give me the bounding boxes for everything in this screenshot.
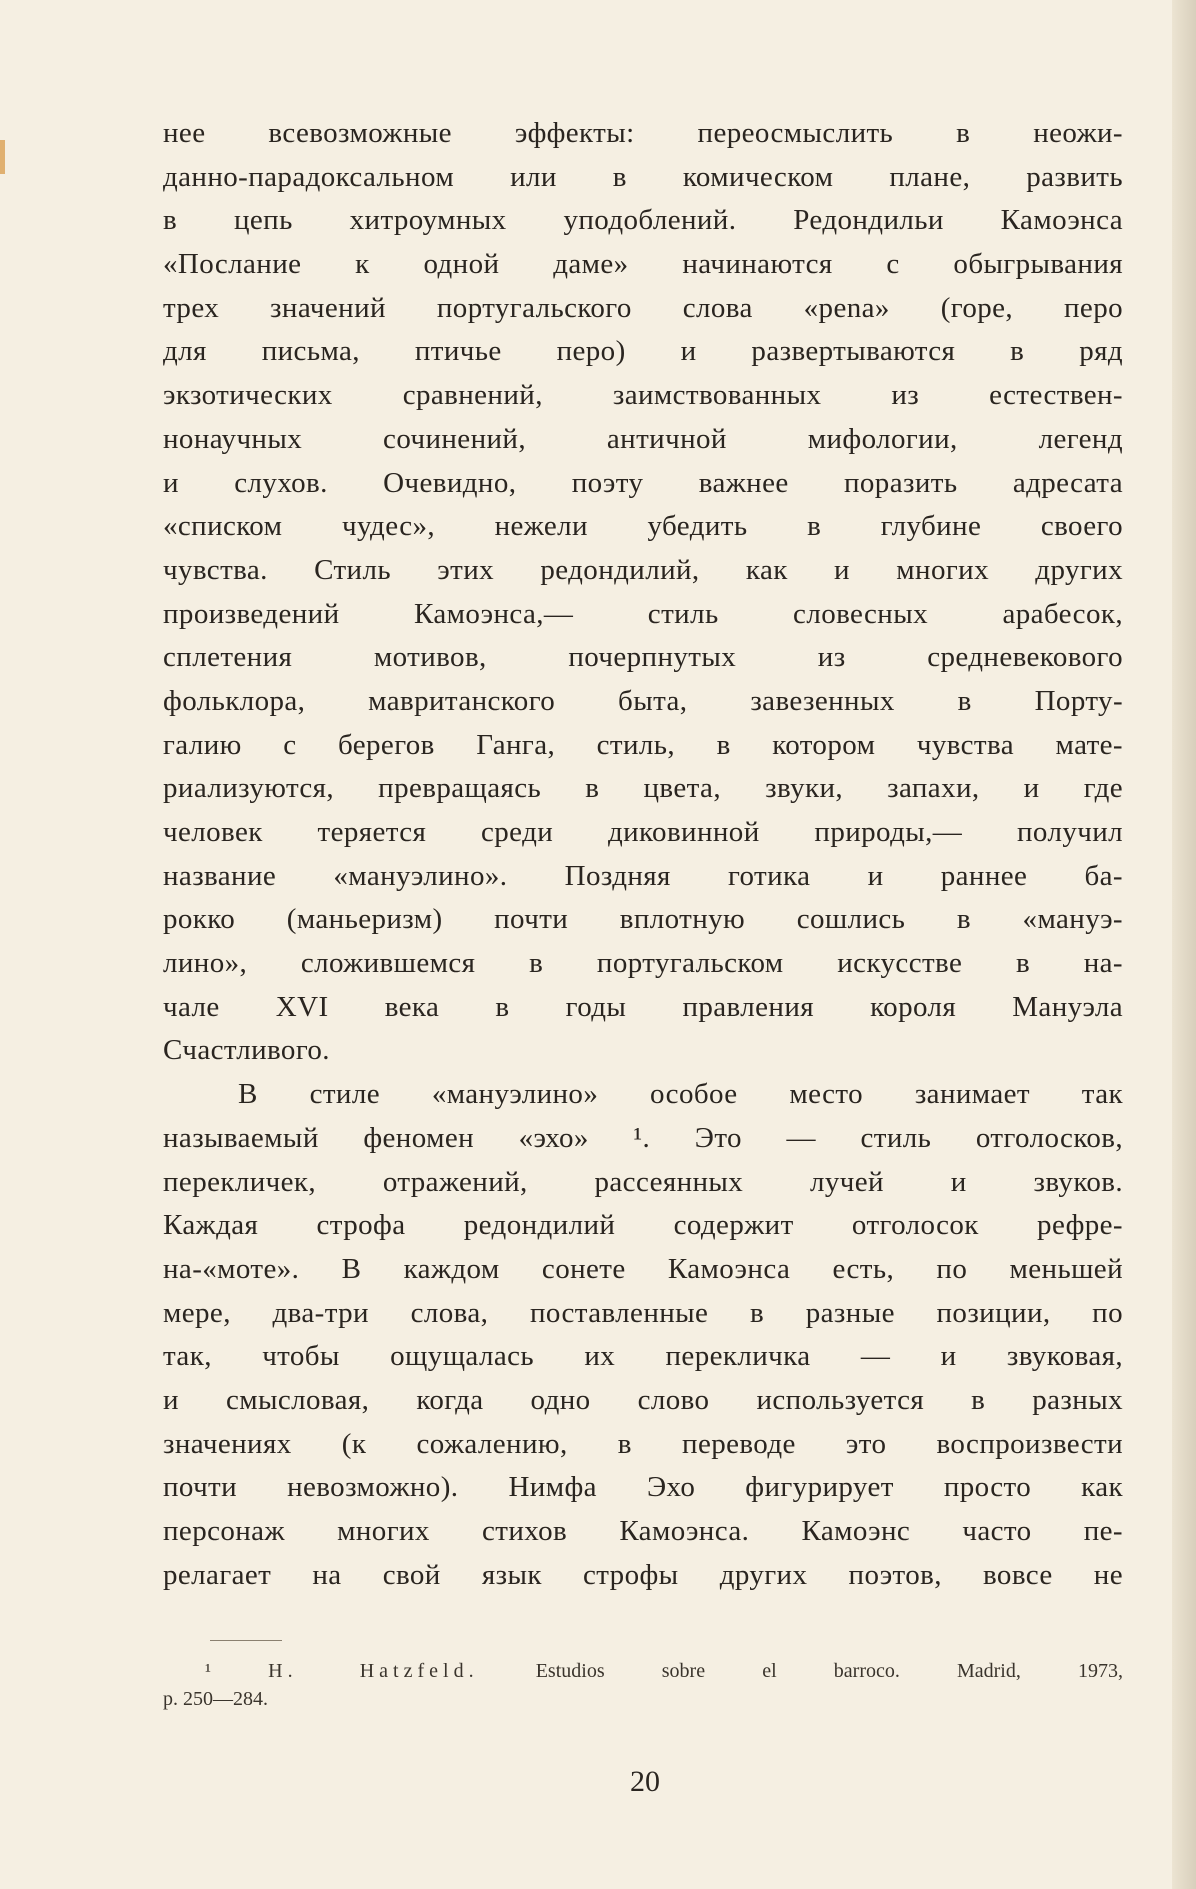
text-line: галию с берегов Ганга, стиль, в котором чувства мате- [163,728,1123,761]
text-line: «Послание к одной даме» начинаются с обыгрывания [163,248,1123,281]
text-line: Каждая строфа редондилий содержит отголосок рефре- [163,1209,1123,1242]
footnote-citation: Estudios sobre el barroco. Madrid, 1973, [535,1660,1124,1682]
text-line: чувства. Стиль этих редондилий, как и многих других [163,553,1123,586]
text-line: сплетения мотивов, почерпнутых из средневекового [163,641,1123,674]
text-line: в цепь хитроумных уподоблений. Редондильи Камоэнса [163,204,1123,237]
text-line: трех значений португальского слова «pena» (горе, перо [163,291,1123,324]
paragraph-end-line: Счастливого. [163,1034,330,1067]
text-line: фольклора, мавританского быта, завезенных в Порту- [163,684,1123,717]
page-spine-shadow [1172,0,1196,1889]
text-line: персонаж многих стихов Камоэнса. Камоэнс часто пе- [163,1515,1123,1547]
text-line: нонаучных сочинений, античной мифологии, легенд [163,422,1123,455]
text-line: экзотических сравнений, заимствованных из естествен- [163,379,1123,412]
text-line: рокко (маньеризм) почти вплотную сошлись в «мануэ- [163,903,1123,936]
paragraph-start-line: В стиле «мануэлино» особое место занимает так [238,1078,1123,1111]
text-line: значениях (к сожалению, в переводе это воспроизвести [163,1427,1123,1460]
text-line: для письма, птичье перо) и развертываются в ряд [163,335,1123,368]
footnote-author: H. Hatzfeld. [268,1660,479,1682]
text-line: и слухов. Очевидно, поэту важнее поразить адресата [163,466,1123,499]
body-text [163,112,1123,1597]
text-line: лино», сложившемся в португальском искусстве в на- [163,947,1123,980]
footnote-marker: ¹ [205,1660,211,1682]
footnote-line: p. 250—284. [163,1688,268,1710]
text-line: на-«моте». В каждом сонете Камоэнса есть, по меньшей [163,1252,1123,1285]
text-line: название «мануэлино». Поздняя готика и раннее ба- [163,859,1123,892]
page-edge-mark [0,140,5,174]
text-line: произведений Камоэнса,— стиль словесных арабесок, [163,597,1123,630]
footnote [163,1657,1123,1713]
text-line: «списком чудес», нежели убедить в глубине своего [163,510,1123,543]
footnote-divider [210,1640,282,1641]
text-line: так, чтобы ощущалась их перекличка — и звуковая, [163,1340,1123,1373]
text-line: перекличек, отражений, рассеянных лучей и звуков. [163,1165,1123,1198]
text-line: нее всевозможные эффекты: переосмыслить в неожи- [163,117,1123,149]
text-line: называемый феномен «эхо» ¹. Это — стиль отголосков, [163,1121,1123,1154]
text-line: чале XVI века в годы правления короля Мануэла [163,990,1123,1023]
footnote-line [163,1657,1123,1685]
text-line: релагает на свой язык строфы других поэтов, вовсе не [163,1558,1123,1591]
page-number: 20 [630,1765,660,1798]
text-line: почти невозможно). Нимфа Эхо фигурирует просто как [163,1471,1123,1504]
text-line: мере, два-три слова, поставленные в разные позиции, по [163,1296,1123,1329]
text-line: данно-парадоксальном или в комическом плане, развить [163,160,1123,193]
text-line: человек теряется среди диковинной природы,— получил [163,816,1123,848]
text-line: и смысловая, когда одно слово используется в разных [163,1383,1123,1416]
text-line: риализуются, превращаясь в цвета, звуки, запахи, и где [163,772,1123,805]
